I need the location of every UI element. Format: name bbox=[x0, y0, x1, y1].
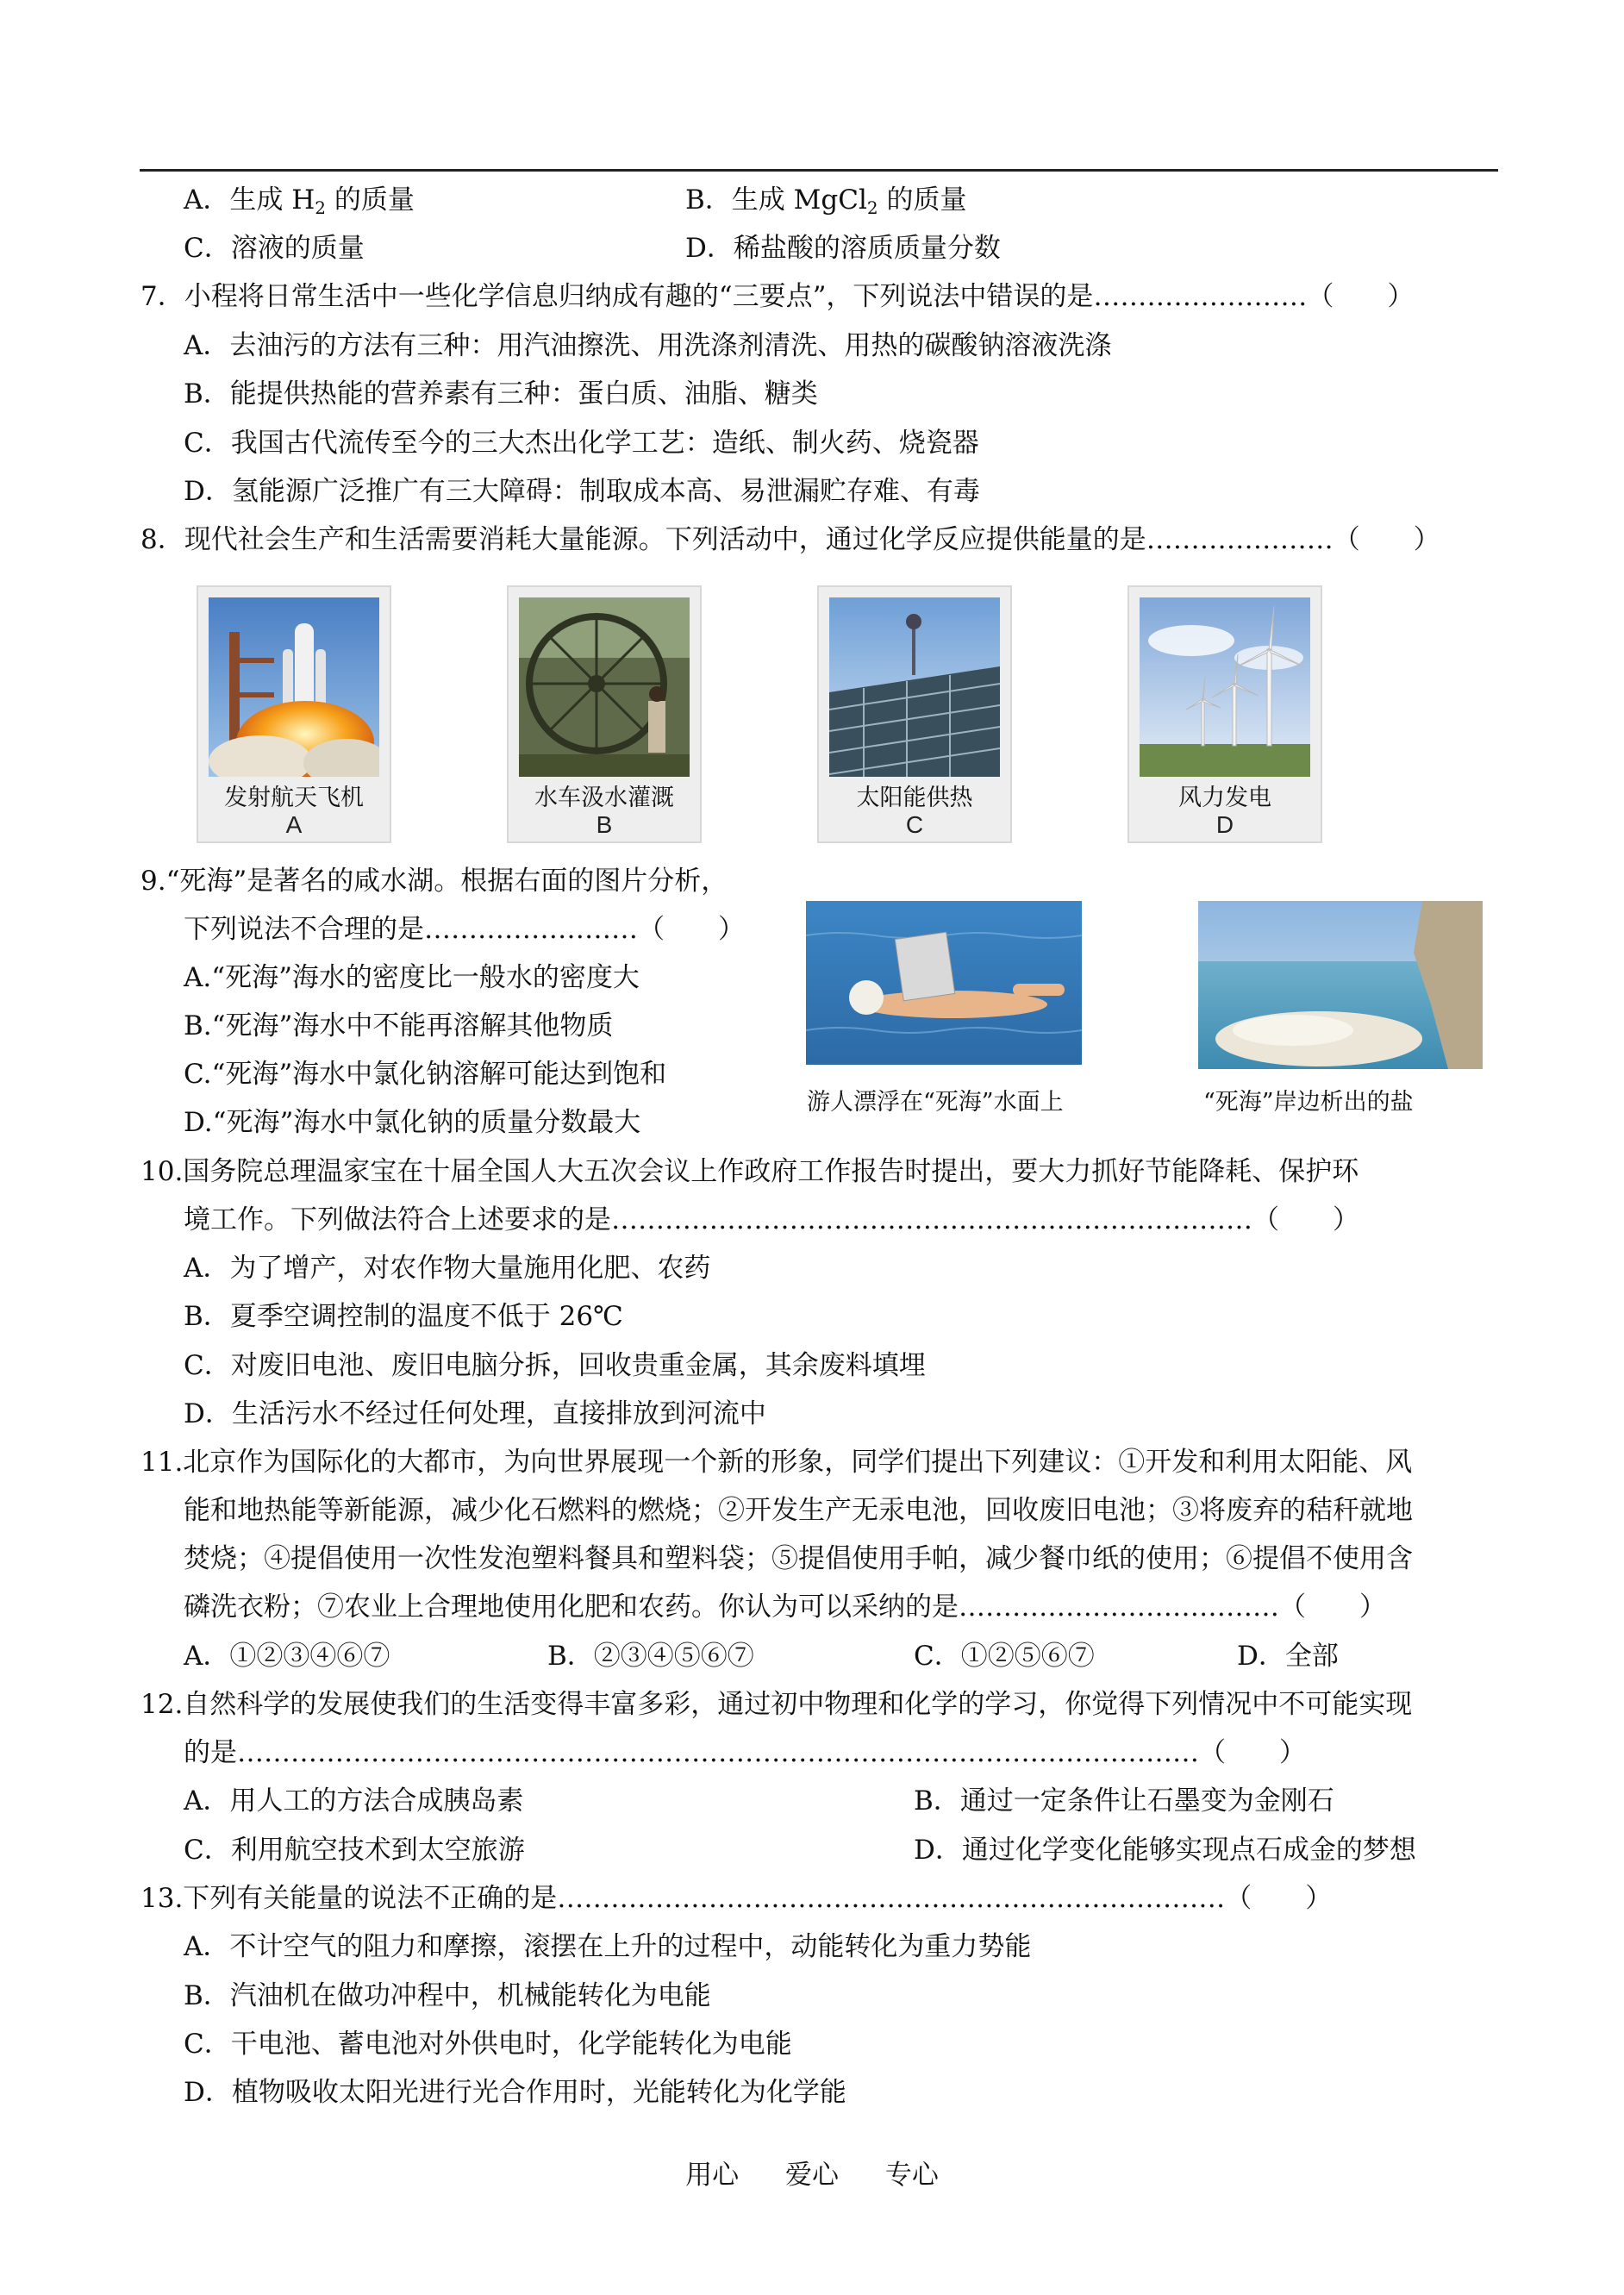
q8-figure-d-caption: 风力发电 bbox=[1178, 785, 1271, 811]
q11-stem-line4: 磷洗衣粉；⑦农业上合理地使用化肥和农药。你认为可以采纳的是………………………………（ ） bbox=[184, 1591, 1386, 1623]
footer-word-2: 爱心 bbox=[785, 2160, 839, 2191]
q6-option-b-subscript: 2 bbox=[866, 197, 878, 218]
q8-figure-b-caption: 水车汲水灌溉 bbox=[534, 785, 674, 811]
space-shuttle-launch-photo bbox=[209, 597, 379, 777]
q10-option-a: A．为了增产，对农作物大量施用化肥、农药 bbox=[184, 1253, 711, 1284]
q10-stem-line2: 境工作。下列做法符合上述要求的是………………………………………………………………（ ） bbox=[184, 1204, 1359, 1235]
q10-stem-line1: 10.国务院总理温家宝在十届全国人大五次会议上作政府工作报告时提出，要大力抓好节能降耗、保护环 bbox=[141, 1156, 1359, 1187]
q7-option-b: B．能提供热能的营养素有三种：蛋白质、油脂、糖类 bbox=[184, 378, 818, 410]
q7-option-d: D．氢能源广泛推广有三大障碍：制取成本高、易泄漏贮存难、有毒 bbox=[184, 476, 980, 507]
q6-option-d: D．稀盐酸的溶质质量分数 bbox=[685, 233, 1001, 264]
footer-word-1: 用心 bbox=[685, 2160, 740, 2191]
q13-stem: 13.下列有关能量的说法不正确的是…………………………………………………………………（ ） bbox=[141, 1883, 1333, 1914]
q8-figure-b bbox=[507, 585, 702, 843]
q9-option-d: D.“死海”海水中氯化钠的质量分数最大 bbox=[184, 1107, 641, 1138]
q8-figure-a-caption: 发射航天飞机 bbox=[224, 785, 364, 811]
q12-option-a: A．用人工的方法合成胰岛素 bbox=[184, 1785, 524, 1817]
q9-option-c: C.“死海”海水中氯化钠溶解可能达到饱和 bbox=[184, 1059, 667, 1090]
q13-option-b: B．汽油机在做功冲程中，机械能转化为电能 bbox=[184, 1980, 711, 2011]
q7-option-c: C．我国古代流传至今的三大杰出化学工艺：造纸、制火药、烧瓷器 bbox=[184, 428, 979, 459]
q8-figure-c bbox=[817, 585, 1012, 843]
waterwheel-irrigation-photo bbox=[519, 597, 690, 777]
q6-option-b-tail: 的质量 bbox=[878, 184, 967, 216]
q12-stem-line2: 的是………………………………………………………………………………………………（ ） bbox=[184, 1737, 1306, 1768]
q6-option-a bbox=[184, 183, 415, 225]
q11-stem-line3: 焚烧；④提倡使用一次性发泡塑料餐具和塑料袋；⑤提倡使用手帕，减少餐巾纸的使用；⑥提倡不使用含 bbox=[184, 1543, 1413, 1574]
q13-option-d: D．植物吸收太阳光进行光合作用时，光能转化为化学能 bbox=[184, 2077, 846, 2108]
q12-option-d: D．通过化学变化能够实现点石成金的梦想 bbox=[914, 1835, 1416, 1866]
q12-stem-line1: 12.自然科学的发展使我们的生活变得丰富多彩，通过初中物理和化学的学习，你觉得下列情况中不可能实现 bbox=[141, 1689, 1413, 1720]
q8-figure-d-letter: D bbox=[1215, 811, 1234, 838]
q7-stem: 7．小程将日常生活中一些化学信息归纳成有趣的“三要点”，下列说法中错误的是……………………（ ） bbox=[141, 281, 1415, 312]
dead-sea-photo1-caption: 游人漂浮在“死海”水面上 bbox=[807, 1089, 1064, 1116]
q8-figure-c-letter: C bbox=[905, 811, 924, 838]
q8-figure-d bbox=[1127, 585, 1322, 843]
q8-figure-a-letter: A bbox=[285, 811, 303, 838]
q12-option-b: B．通过一定条件让石墨变为金刚石 bbox=[914, 1785, 1334, 1817]
q11-option-a: A．①②③④⑥⑦ bbox=[184, 1641, 390, 1672]
q11-stem-line1: 11.北京作为国际化的大都市，为向世界展现一个新的形象，同学们提出下列建议：①开发和利用太阳能、风 bbox=[141, 1447, 1413, 1478]
q6-option-b-text: B．生成 MgCl bbox=[685, 184, 867, 216]
q6-option-c: C．溶液的质量 bbox=[184, 233, 365, 264]
q6-option-a-subscript: 2 bbox=[315, 197, 327, 218]
q8-figure-a bbox=[197, 585, 391, 843]
q11-option-b: B．②③④⑤⑥⑦ bbox=[547, 1641, 754, 1672]
header-rule bbox=[140, 169, 1498, 172]
q6-option-a-tail: 的质量 bbox=[326, 184, 415, 216]
q9-stem-line2: 下列说法不合理的是……………………（ ） bbox=[184, 914, 745, 945]
footer-word-3: 专心 bbox=[884, 2160, 939, 2191]
dead-sea-photo2-caption: “死海”岸边析出的盐 bbox=[1203, 1089, 1414, 1116]
q8-figure-c-caption: 太阳能供热 bbox=[856, 785, 973, 811]
q11-option-d: D．全部 bbox=[1237, 1641, 1339, 1672]
q6-option-a-text: A．生成 H bbox=[184, 184, 315, 216]
q10-option-b: B．夏季空调控制的温度不低于 26℃ bbox=[184, 1301, 623, 1332]
q8-stem: 8．现代社会生产和生活需要消耗大量能源。下列活动中，通过化学反应提供能量的是…………………（ ） bbox=[141, 524, 1440, 555]
dead-sea-floating-photo bbox=[806, 901, 1082, 1065]
q13-option-c: C．干电池、蓄电池对外供电时，化学能转化为电能 bbox=[184, 2029, 792, 2060]
q9-option-b: B.“死海”海水中不能再溶解其他物质 bbox=[184, 1010, 614, 1041]
q8-figure-b-letter: B bbox=[596, 811, 613, 838]
q10-option-c: C．对废旧电池、废旧电脑分拆，回收贵重金属，其余废料填埋 bbox=[184, 1350, 926, 1381]
wind-turbine-photo bbox=[1140, 597, 1310, 777]
solar-water-heater-photo bbox=[829, 597, 1000, 777]
q10-option-d: D．生活污水不经过任何处理，直接排放到河流中 bbox=[184, 1398, 766, 1429]
dead-sea-salt-shore-photo bbox=[1198, 901, 1483, 1069]
q11-stem-line2: 能和地热能等新能源，减少化石燃料的燃烧；②开发生产无汞电池，回收废旧电池；③将废弃的秸秆就地 bbox=[184, 1495, 1413, 1526]
q11-option-c: C．①②⑤⑥⑦ bbox=[914, 1641, 1095, 1672]
q9-stem-line1: 9.“死海”是著名的咸水湖。根据右面的图片分析， bbox=[141, 866, 728, 897]
page-footer bbox=[0, 2153, 1624, 2192]
q12-option-c: C．利用航空技术到太空旅游 bbox=[184, 1835, 525, 1866]
q7-option-a: A．去油污的方法有三种：用汽油擦洗、用洗涤剂清洗、用热的碳酸钠溶液洗涤 bbox=[184, 330, 1112, 361]
q9-option-a: A.“死海”海水的密度比一般水的密度大 bbox=[184, 962, 640, 993]
q6-option-b bbox=[685, 183, 966, 225]
q13-option-a: A．不计空气的阻力和摩擦，滚摆在上升的过程中，动能转化为重力势能 bbox=[184, 1931, 1032, 1962]
